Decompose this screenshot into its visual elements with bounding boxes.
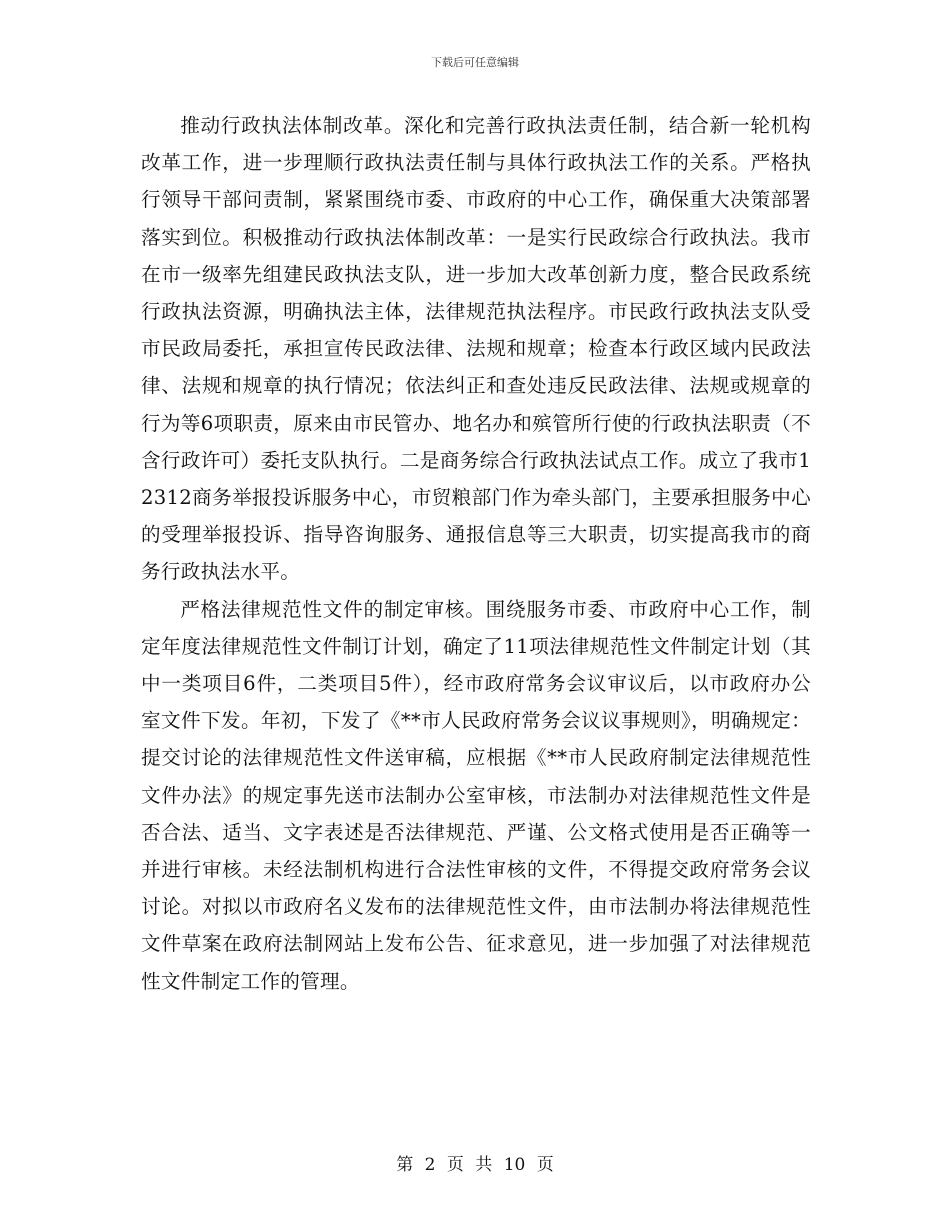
header-note: 下载后可任意编辑 xyxy=(431,56,519,69)
paragraph-2: 严格法律规范性文件的制定审核。围绕服务市委、市政府中心工作，制定年度法律规范性文件制订计划，确定了11项法律规范性文件制定计划（其中一类项目6件，二类项目5件），经市政府常务会议审议后，以市政府办公室文件下发。年初，下发了《**市人民政府常务会议议事规则》，明确规定：提交讨论的法律规范性文件送审稿，应根据《**市人民政府制定法律规范性文件办法》的规定事先送市法制办公室审核，市法制办对法律规范性文件是否合法、适当、文字表述是否法律规范、严谨、公文格式使用是否正确等一并进行审核。未经法制机构进行合法性审核的文件，不得提交政府常务会议讨论。对拟以市政府名义发布的法律规范性文件，由市法制办将法律规范性文件草案在政府法制网站上发布公告、征求意见，进一步加强了对法律规范性文件制定工作的管理。 xyxy=(141,597,811,993)
paragraph-1: 推动行政执法体制改革。深化和完善行政执法责任制，结合新一轮机构改革工作，进一步理顺行政执法责任制与具体行政执法工作的关系。严格执行领导干部问责制，紧紧围绕市委、市政府的中心工作，确保重大决策部署落实到位。积极推动行政执法体制改革：一是实行民政综合行政执法。我市在市一级率先组建民政执法支队，进一步加大改革创新力度，整合民政系统行政执法资源，明确执法主体，法律规范执法程序。市民政行政执法支队受市民政局委托，承担宣传民政法律、法规和规章；检查本行政区域内民政法律、法规和规章的执行情况；依法纠正和查处违反民政法律、法规或规章的行为等6项职责，原来由市民管办、地名办和殡管所行使的行政执法职责（不含行政许可）委托支队执行。二是商务综合行政执法试点工作。成立了我市12312商务举报投诉服务中心，市贸粮部门作为牵头部门，主要承担服务中心的受理举报投诉、指导咨询服务、通报信息等三大职责，切实提高我市的商务行政执法水平。 xyxy=(141,114,811,584)
document-body xyxy=(141,107,811,1000)
page-number: 第 2 页 共 10 页 xyxy=(396,1155,554,1175)
